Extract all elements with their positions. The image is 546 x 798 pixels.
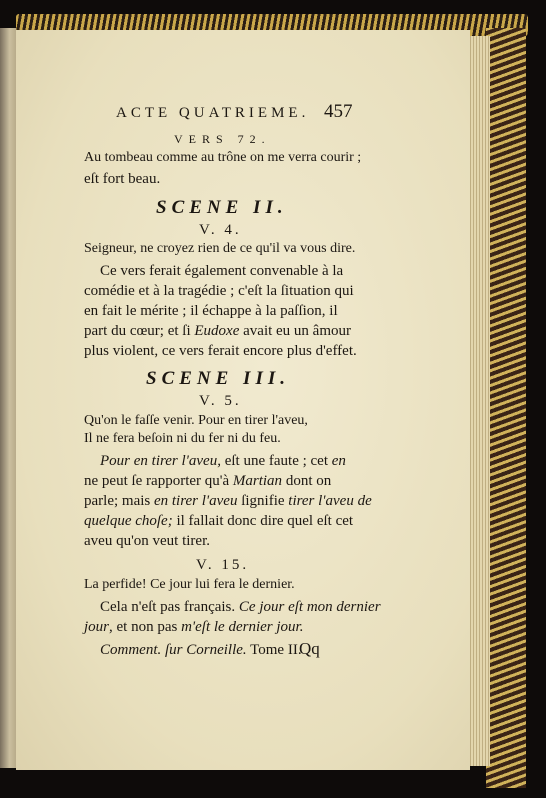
body-line — [84, 514, 353, 529]
text-span: Cela n'eſt pas français. — [100, 599, 239, 615]
body-line — [84, 494, 372, 509]
italic-span: tirer l'aveu de — [288, 493, 372, 509]
gilt-binding-spine — [486, 28, 526, 788]
verse-number: V. 4. — [199, 222, 242, 238]
scene-heading: SCENE II. — [156, 197, 288, 218]
italic-span: quelque choſe; — [84, 513, 173, 529]
text-span: , et non pas — [109, 619, 182, 635]
quote-line: La perfide! Ce jour lui fera le dernier. — [84, 577, 295, 592]
page-number: 457 — [324, 101, 353, 122]
body-line: Ce vers ferait également convenable à la — [100, 263, 344, 279]
italic-span: Pour en tirer l'aveu, — [100, 453, 221, 469]
text-span: eſt une faute ; cet — [220, 453, 332, 469]
body-line: en fait le mérite ; il échappe à la paſſion, il — [84, 303, 338, 319]
italic-span: Ce jour eſt mon dernier — [238, 599, 381, 615]
italic-span: en tirer l'aveu — [153, 493, 238, 509]
italic-span: Eudoxe — [194, 323, 240, 339]
scene-heading: SCENE III. — [146, 368, 290, 389]
footer-line — [100, 643, 302, 658]
body-line: plus violent, ce vers ferait encore plus d'effet. — [84, 343, 357, 359]
text-span: avait eu un âmour — [239, 323, 352, 339]
text-span: dont on — [282, 473, 332, 489]
text-span: parle; mais — [84, 493, 154, 509]
body-line: eſt fort beau. — [84, 171, 161, 187]
verse-label: VERS 72. — [174, 132, 271, 146]
quote-line: Au tombeau comme au trône on me verra courir ; — [84, 150, 362, 165]
body-line — [100, 454, 346, 469]
body-line — [84, 474, 331, 489]
text-span: ne peut ſe rapporter qu'à — [84, 473, 233, 489]
quote-line: Seigneur, ne croyez rien de ce qu'il va vous dire. — [84, 241, 356, 256]
verse-number: V. 15. — [196, 557, 250, 573]
text-span: Tome II. — [246, 642, 302, 658]
italic-span: en — [331, 453, 346, 469]
body-line — [84, 324, 351, 339]
italic-span: jour — [84, 619, 110, 635]
body-line: comédie et à la tragédie ; c'eſt la ſituation qui — [84, 283, 354, 299]
signature-mark: Qq — [299, 639, 320, 658]
running-header: ACTE QUATRIEME. — [116, 105, 310, 121]
book-page — [16, 30, 470, 770]
italic-span: Comment. ſur Corneille. — [100, 642, 247, 658]
italic-span: Martian — [232, 473, 283, 489]
verse-number: V. 5. — [199, 393, 242, 409]
body-line: aveu qu'on veut tirer. — [84, 533, 210, 549]
quote-line: Qu'on le faſſe venir. Pour en tirer l'aveu, — [84, 413, 308, 428]
body-line — [100, 600, 381, 615]
text-span: part du cœur; et ſi — [84, 323, 195, 339]
italic-span: m'eſt le dernier jour. — [181, 619, 304, 635]
text-span: il fallait donc dire quel eſt cet — [172, 513, 354, 529]
body-line — [84, 620, 303, 635]
text-span: ſignifie — [237, 493, 289, 509]
quote-line: Il ne fera beſoin ni du fer ni du feu. — [84, 431, 281, 446]
left-page-edge — [0, 28, 16, 768]
